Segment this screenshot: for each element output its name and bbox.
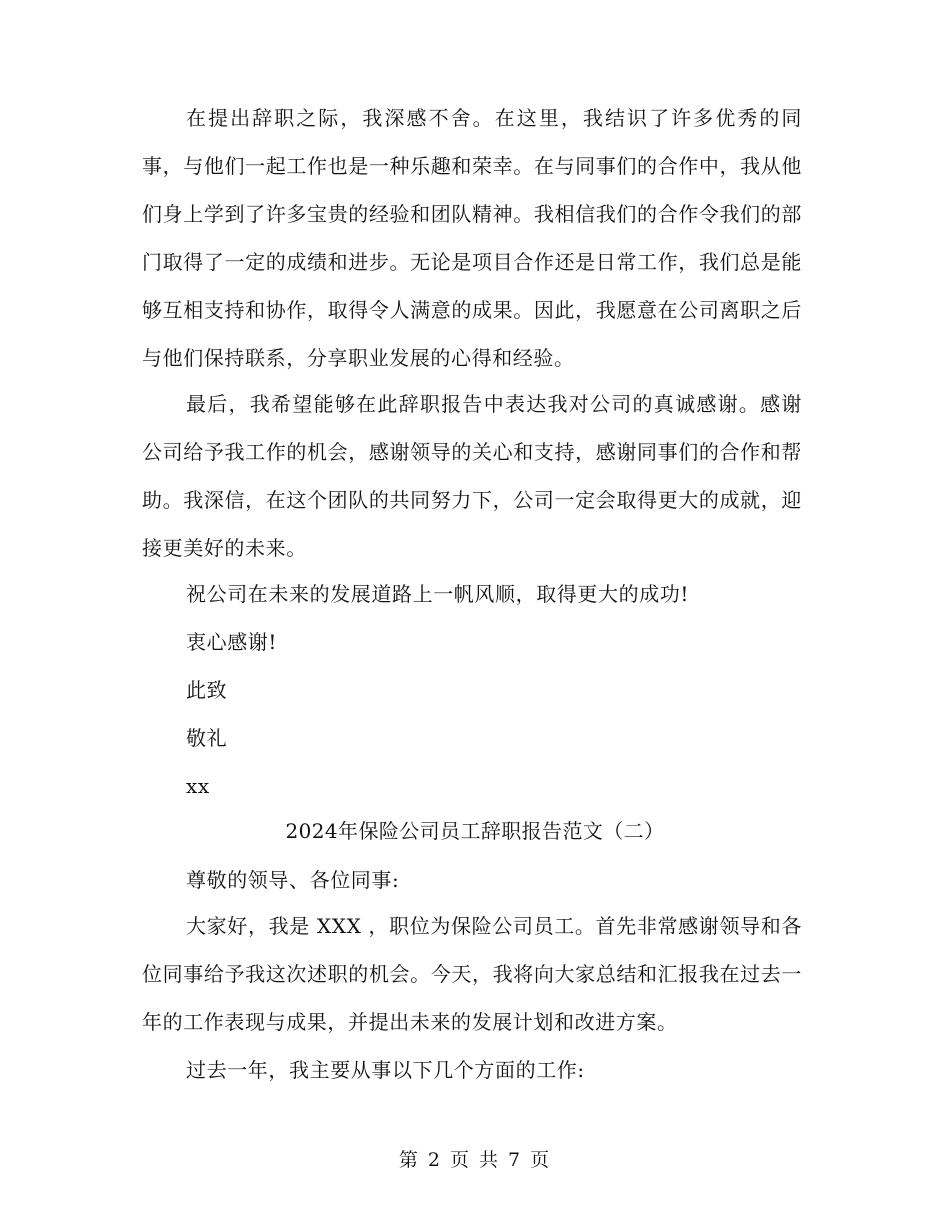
thanks-line: 衷心感谢! xyxy=(186,630,278,654)
body-paragraph: 在提出辞职之际，我深感不舍。在这里，我结识了许多优秀的同事，与他们一起工作也是一种乐趣和荣幸。在与同事们的合作中，我从他们身上学到了许多宝贵的经验和团队精神。我相信我们的合作令我们的部门取得了一定的成绩和进步。无论是项目合作还是日常工作，我们总是能够互相支持和协作，取得令人满意的成果。因此，我愿意在公司离职之后与他们保持联系，分享职业发展的心得和经验。 xyxy=(142,106,802,370)
body-paragraph: 最后，我希望能够在此辞职报告中表达我对公司的真诚感谢。感谢公司给予我工作的机会，感谢领导的关心和支持，感谢同事们的合作和帮助。我深信，在这个团队的共同努力下，公司一定会取得更大的成就，迎接更美好的未来。 xyxy=(142,392,802,560)
body-paragraph: 过去一年，我主要从事以下几个方面的工作: xyxy=(186,1058,585,1082)
closing-line: 此致 xyxy=(186,678,228,702)
closing-line: 敬礼 xyxy=(186,726,228,750)
body-paragraph: 大家好，我是 XXX ，职位为保险公司员工。首先非常感谢领导和各位同事给予我这次述职的机会。今天，我将向大家总结和汇报我在过去一年的工作表现与成果，并提出未来的发展计划和改进方案。 xyxy=(142,914,802,1034)
wish-line: 祝公司在未来的发展道路上一帆风顺，取得更大的成功! xyxy=(186,582,690,606)
page-number-footer: 第 2 页 共 7 页 xyxy=(398,1149,552,1171)
salutation: 尊敬的领导、各位同事: xyxy=(186,868,400,892)
signature: xx xyxy=(186,774,210,798)
section-title: 2024年保险公司员工辞职报告范文（二） xyxy=(285,819,665,843)
